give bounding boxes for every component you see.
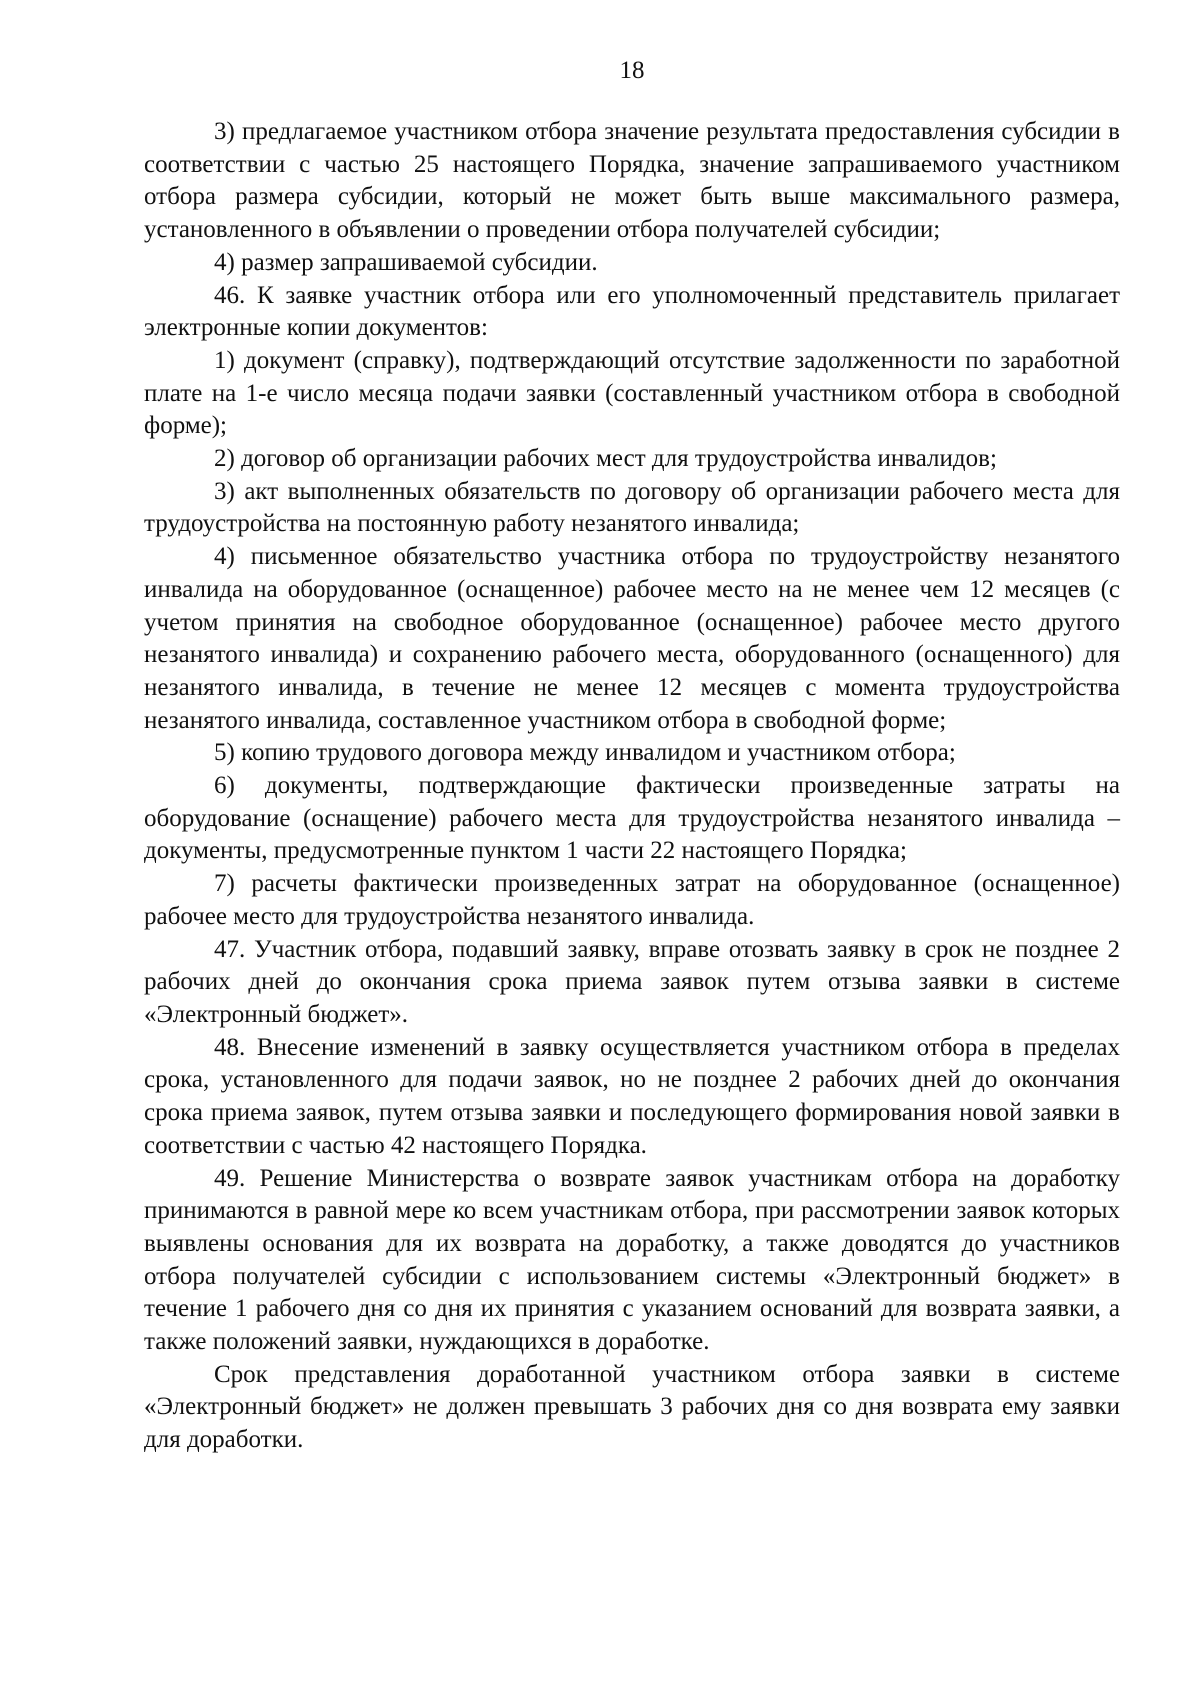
- paragraph-clause-46-item-7: 7) расчеты фактически произведенных затрат на оборудованное (оснащенное) рабочее место для трудоустройства незанятого инвалида.: [144, 870, 1120, 930]
- paragraph-clause-46-item-5: 5) копию трудового договора между инвалидом и участником отбора;: [214, 739, 956, 767]
- paragraph-clause-46: 46. К заявке участник отбора или его уполномоченный представитель прилагает электронные копии документов:: [144, 281, 1120, 342]
- paragraph-item-3: 3) предлагаемое участником отбора значение результата предоставления субсидии в соответствии с частью 25 настоящего Порядка, значение запрашиваемого участником отбора размера субсидии, который не может быть выше максимального размера, установленного в объявлении о проведении отбора получателей субсидии;: [144, 118, 1120, 244]
- paragraph-clause-46-item-4: 4) письменное обязательство участника отбора по трудоустройству незанятого инвалида на оборудованное (оснащенное) рабочее место на не менее чем 12 месяцев (с учетом принятия на свободное оборудованное (оснащенное) рабочее место другого незанятого инвалида) и сохранению рабочего места, оборудованного (оснащенного) для незанятого инвалида, в течение не менее 12 месяцев с момента трудоустройства незанятого инвалида, составленное участником отбора в свободной форме;: [144, 543, 1120, 734]
- paragraph-clause-49-deadline: Срок представления доработанной участником отбора заявки в системе «Электронный бюджет» не должен превышать 3 рабочих дня со дня возврата ему заявки для доработки.: [144, 1360, 1120, 1454]
- paragraph-clause-46-item-3: 3) акт выполненных обязательств по договору об организации рабочего места для трудоустройства на постоянную работу незанятого инвалида;: [144, 477, 1120, 538]
- paragraph-clause-46-item-2: 2) договор об организации рабочих мест для трудоустройства инвалидов;: [214, 445, 997, 473]
- paragraph-item-4: 4) размер запрашиваемой субсидии.: [214, 248, 598, 276]
- paragraph-clause-49: 49. Решение Министерства о возврате заявок участникам отбора на доработку принимаются в равной мере ко всем участникам отбора, при рассмотрении заявок которых выявлены основания для их возврата на доработку, а также доводятся до участников отбора получателей субсидии с использованием системы «Электронный бюджет» в течение 1 рабочего дня со дня их принятия с указанием оснований для возврата заявки, а также положений заявки, нуждающихся в доработке.: [144, 1164, 1120, 1356]
- paragraph-clause-48: 48. Внесение изменений в заявку осуществляется участником отбора в пределах срока, установленного для подачи заявок, но не позднее 2 рабочих дней до окончания срока приема заявок, путем отзыва заявки и последующего формирования новой заявки в соответствии с частью 42 настоящего Порядка.: [144, 1033, 1120, 1159]
- paragraph-clause-46-item-6: 6) документы, подтверждающие фактически произведенные затраты на оборудование (оснащение) рабочего места для трудоустройства незанятого инвалида – документы, предусмотренные пунктом 1 части 22 настоящего Порядка;: [144, 772, 1120, 865]
- page-number: 18: [619, 57, 645, 84]
- paragraph-clause-46-item-1: 1) документ (справку), подтверждающий отсутствие задолженности по заработной плате на 1-е число месяца подачи заявки (составленный участником отбора в свободной форме);: [144, 346, 1120, 440]
- paragraph-clause-47: 47. Участник отбора, подавший заявку, вправе отозвать заявку в срок не позднее 2 рабочих дней до окончания срока приема заявок путем отзыва заявки в системе «Электронный бюджет».: [144, 935, 1120, 1028]
- document-body: [144, 116, 1120, 1457]
